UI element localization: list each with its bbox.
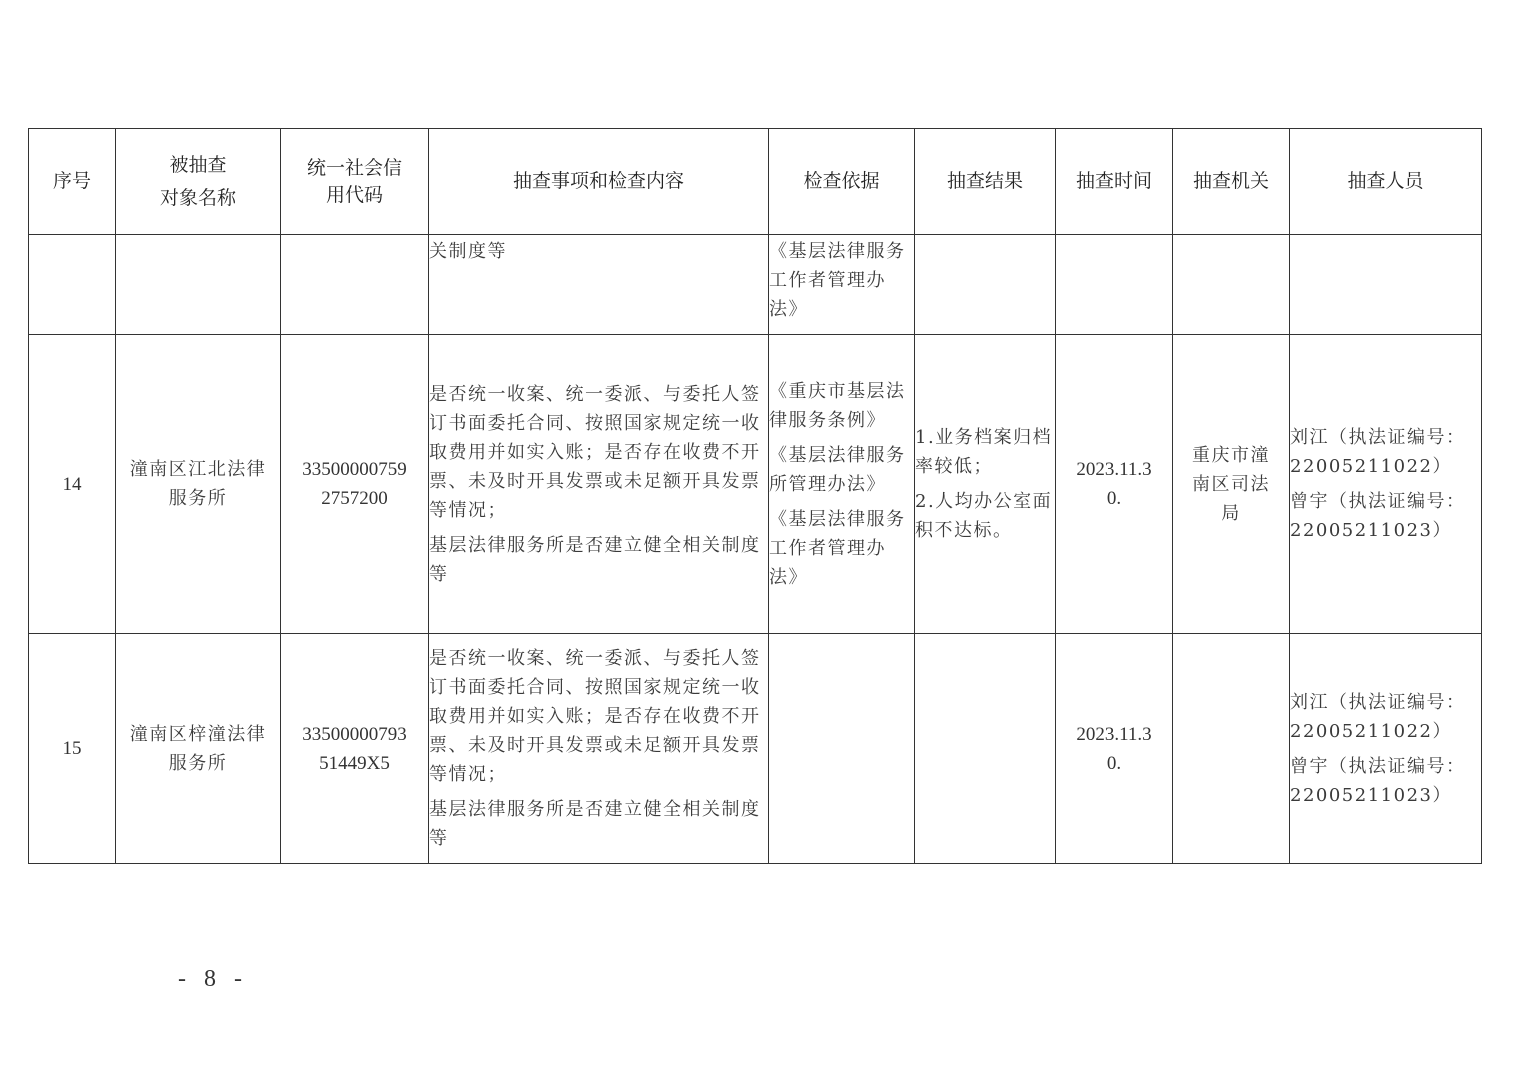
time-line1: 2023.11.3 xyxy=(1076,459,1152,480)
table-header-row xyxy=(29,129,1482,235)
cell-person xyxy=(1290,634,1482,864)
cell-agency xyxy=(1173,235,1290,335)
table-row xyxy=(29,634,1482,864)
header-object-name-line2: 对象名称 xyxy=(159,186,236,209)
cell-credit-code xyxy=(281,335,429,634)
cell-content xyxy=(429,634,769,864)
inspection-table xyxy=(28,128,1482,864)
header-result: 抽查结果 xyxy=(915,129,1056,235)
cell-result xyxy=(915,634,1056,864)
cell-basis xyxy=(769,335,915,634)
header-basis: 检查依据 xyxy=(769,129,915,235)
result-paragraph: 2.人均办公室面积不达标。 xyxy=(915,491,1053,541)
cell-time xyxy=(1056,634,1173,864)
cell-result xyxy=(915,235,1056,335)
person-paragraph: 曾宇（执法证编号：22005211023） xyxy=(1290,755,1466,806)
cell-agency: 重庆市潼南区司法局 xyxy=(1173,335,1290,634)
header-credit-code xyxy=(281,129,429,235)
credit-code-line2: 51449X5 xyxy=(319,752,390,774)
header-credit-code-line1: 统一社会信 xyxy=(306,156,402,179)
basis-paragraph: 《基层法律服务所管理办法》 xyxy=(769,444,906,495)
table-row xyxy=(29,335,1482,634)
header-person: 抽查人员 xyxy=(1290,129,1482,235)
cell-object-name: 潼南区江北法律服务所 xyxy=(116,335,281,634)
content-paragraph: 是否统一收案、统一委派、与委托人签订书面委托合同、按照国家规定统一收取费用并如实入账；是否存在收费不开票、未及时开具发票或未足额开具发票等情况； xyxy=(429,383,761,521)
cell-seq xyxy=(29,235,116,335)
header-agency: 抽查机关 xyxy=(1173,129,1290,235)
content-paragraph: 是否统一收案、统一委派、与委托人签订书面委托合同、按照国家规定统一收取费用并如实入账；是否存在收费不开票、未及时开具发票或未足额开具发票等情况； xyxy=(429,648,761,785)
cell-person xyxy=(1290,235,1482,335)
person-paragraph: 曾宇（执法证编号：22005211023） xyxy=(1290,491,1466,541)
content-continuation-text: 关制度等 xyxy=(429,241,507,262)
time-line2: 0. xyxy=(1106,752,1122,774)
credit-code-line2: 2757200 xyxy=(321,488,388,509)
page-number: - 8 - xyxy=(178,966,248,992)
cell-seq: 14 xyxy=(29,335,116,634)
person-paragraph: 刘江（执法证编号：22005211022） xyxy=(1290,427,1466,477)
header-content: 抽查事项和检查内容 xyxy=(429,129,769,235)
cell-basis xyxy=(769,235,915,335)
time-line1: 2023.11.3 xyxy=(1076,723,1152,745)
cell-credit-code xyxy=(281,634,429,864)
header-seq: 序号 xyxy=(29,129,116,235)
cell-time xyxy=(1056,335,1173,634)
basis-continuation-text: 《基层法律服务工作者管理办法》 xyxy=(769,241,906,320)
cell-basis xyxy=(769,634,915,864)
cell-seq: 15 xyxy=(29,634,116,864)
table-row-continuation xyxy=(29,235,1482,335)
basis-paragraph: 《基层法律服务工作者管理办法》 xyxy=(769,508,906,588)
cell-agency xyxy=(1173,634,1290,864)
header-time: 抽查时间 xyxy=(1056,129,1173,235)
credit-code-line1: 33500000759 xyxy=(302,459,407,480)
cell-person xyxy=(1290,335,1482,634)
header-credit-code-line2: 用代码 xyxy=(325,183,383,206)
credit-code-line1: 33500000793 xyxy=(302,723,407,745)
content-paragraph: 基层法律服务所是否建立健全相关制度等 xyxy=(429,799,761,849)
cell-content xyxy=(429,235,769,335)
header-object-name-line1: 被抽查 xyxy=(169,153,227,176)
person-paragraph: 刘江（执法证编号：22005211022） xyxy=(1290,691,1466,742)
basis-paragraph: 《重庆市基层法律服务条例》 xyxy=(769,380,906,431)
result-paragraph: 1.业务档案归档率较低； xyxy=(915,427,1053,477)
cell-content xyxy=(429,335,769,634)
time-line2: 0. xyxy=(1106,488,1122,509)
cell-object-name xyxy=(116,235,281,335)
cell-object-name: 潼南区梓潼法律服务所 xyxy=(116,634,281,864)
cell-time xyxy=(1056,235,1173,335)
cell-credit-code xyxy=(281,235,429,335)
content-paragraph: 基层法律服务所是否建立健全相关制度等 xyxy=(429,534,761,585)
cell-result xyxy=(915,335,1056,634)
header-object-name xyxy=(116,129,281,235)
